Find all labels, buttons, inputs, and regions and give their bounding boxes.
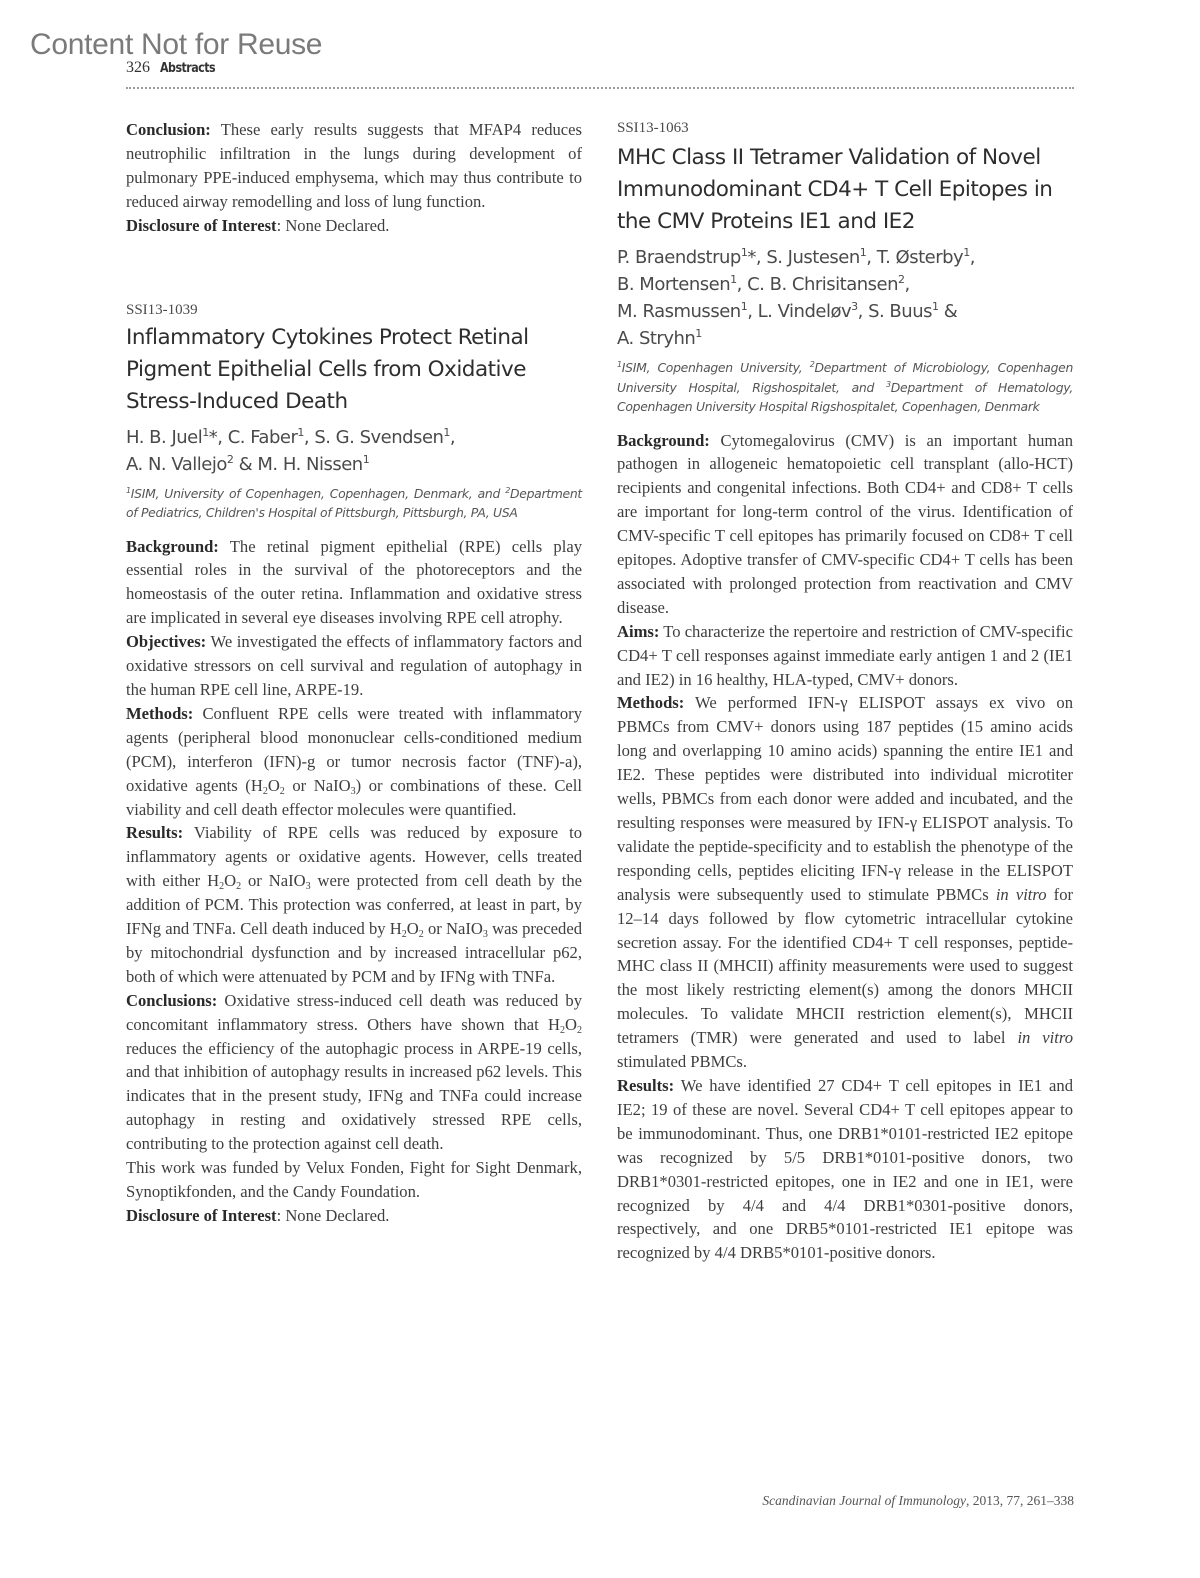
chem-symbol: O xyxy=(267,775,280,795)
subscript: 3 xyxy=(482,929,488,941)
author-list xyxy=(126,424,582,478)
methods-label: Methods: xyxy=(126,703,194,723)
author: H. B. Juel$^1$*, xyxy=(126,425,228,448)
subscript: 2 xyxy=(560,1024,566,1036)
funding-text: This work was funded by Velux Fonden, Fight for Sight Denmark, Synoptikfonden, and the Candy Foundation. xyxy=(126,1158,582,1201)
subscript: 3 xyxy=(350,785,356,797)
methods-text: We performed IFN-γ ELISPOT assays ex vivo on PBMCs from CMV+ donors using 187 peptides (15 amino acids long and overlapping 10 amino acids) spanning the entire IE1 and IE2. These peptides were distributed into individual microtiter wells, PBMCs from each donor were added and incubated, and the resulting responses were measured by IFN-γ ELISPOT analysis. To validate the peptide-specificity and to establish the phenotype of the responding cells, peptides eliciting IFN-γ release in the ELISPOT analysis were subsequently used to stimulate PBMCs xyxy=(617,693,1073,904)
methods-text: stimulated PBMCs. xyxy=(617,1052,748,1072)
affiliation-text: Department of Microbiology, Copenhagen University Hospital, Rigshospitalet, and xyxy=(617,360,1074,395)
author: A. Stryhn$^1$ xyxy=(617,327,702,349)
affiliation-text: Department of Pediatrics, Children's Hospital of Pittsburgh, Pittsburgh, PA, USA xyxy=(126,485,582,521)
methods-text: or NaIO xyxy=(284,775,351,795)
author: P. Braendstrup$^1$*, xyxy=(617,246,767,268)
author: S. Buus$^1$ & xyxy=(868,300,958,322)
citation: , 2013, 77, 261–338 xyxy=(966,1493,1074,1508)
left-column xyxy=(126,118,582,1228)
disclosure-label: Disclosure of Interest xyxy=(126,215,277,235)
affiliation-marker: 2 xyxy=(809,359,815,369)
background-label: Background: xyxy=(126,536,219,556)
disclosure-text: : None Declared. xyxy=(276,215,390,235)
methods-text: for 12–14 days followed by flow cytometric intracellular cytokine secretion assay. For the identified CD4+ T cell responses, peptide-MHC class II (MHCII) affinity measurements were used to suggest the most likely restricting element(s) among the donors MHCII molecules. To validate MHCII restriction element(s), MHCII tetramers (TMR) were generated and used to label xyxy=(617,884,1074,1048)
abstract-ssi13-1039 xyxy=(126,300,582,1228)
results-text: were protected from cell death by the addition of PCM. This protection was conferred, at least in part, by IFNg and TNFa. Cell death induced by H xyxy=(126,871,582,939)
abstract-title: Inflammatory Cytokines Protect Retinal Pigment Epithelial Cells from Oxidative Stress-Induced Death xyxy=(126,324,529,414)
methods-text: ) or combinations of these. Cell viability and cell death effector molecules were quantified. xyxy=(126,775,582,819)
results-label: Results: xyxy=(617,1075,675,1095)
methods-italic: in vitro xyxy=(995,884,1047,904)
author: T. Østerby$^1$, xyxy=(876,246,975,268)
affiliation-marker: 1 xyxy=(617,359,622,369)
objectives-label: Objectives: xyxy=(126,632,207,652)
aims-label: Aims: xyxy=(617,621,660,641)
results-text: was preceded by mitochondrial dysfunction and by increased intracellular p62, both of which were attenuated by PCM and by IFNg with TNFa. xyxy=(126,919,582,986)
journal-name: Scandinavian Journal of Immunology xyxy=(762,1493,966,1508)
previous-abstract-conclusion xyxy=(126,118,582,238)
author: S. G. Svendsen$^1$, xyxy=(314,425,456,448)
results-label: Results: xyxy=(126,823,184,843)
watermark: Content Not for Reuse xyxy=(30,28,323,61)
conclusions-label: Conclusions: xyxy=(126,990,218,1010)
subscript: 2 xyxy=(577,1024,582,1036)
methods-italic: in vitro xyxy=(1017,1028,1073,1048)
results-text: or NaIO xyxy=(423,919,483,939)
chem-symbol: O xyxy=(224,871,237,891)
abstract-title: MHC Class II Tetramer Validation of Novel Immunodominant CD4+ T Cell Epitopes in the CMV Proteins IE1 and IE2 xyxy=(617,145,1053,234)
methods-text: Confluent RPE cells were treated with inflammatory agents (peripheral blood mononuclear cells-conditioned medium (PCM), interferon (IFN)-g or tumor necrosis factor (TNF)-a), oxidative agents (H xyxy=(126,703,582,795)
disclosure-label: Disclosure of Interest xyxy=(126,1205,277,1225)
affiliation-marker: 1 xyxy=(126,485,131,495)
abstract-body xyxy=(126,535,582,1228)
affiliation-text: ISIM, Copenhagen University, xyxy=(621,360,810,375)
running-head xyxy=(126,60,225,76)
subscript: 2 xyxy=(418,929,424,941)
header-divider xyxy=(126,87,1074,89)
subscript: 2 xyxy=(401,929,407,941)
conclusion-label: Conclusion: xyxy=(126,120,211,139)
right-column xyxy=(617,118,1073,1265)
author-list xyxy=(617,244,1073,352)
disclosure-text: : None Declared. xyxy=(276,1205,390,1225)
section-name: Abstracts xyxy=(159,61,215,76)
abstract-body xyxy=(617,429,1073,1266)
conclusions-text: reduces the efficiency of the autophagic process in ARPE-19 cells, and that inhibition of autophagy results in increased p62 levels. This indicates that in the present study, IFNg and TNFa could increase autophagy in resting and oxidatively stressed RPE cells, contributing to the protection against cell death. xyxy=(126,1038,582,1154)
chem-symbol: O xyxy=(565,1014,577,1034)
background-label: Background: xyxy=(617,430,710,450)
chem-symbol: O xyxy=(406,919,419,939)
conclusions-text: Oxidative stress-induced cell death was reduced by concomitant inflammatory stress. Others have shown that H xyxy=(126,990,582,1034)
author: S. Justesen$^1$, xyxy=(766,246,877,268)
abstract-ssi13-1063 xyxy=(617,118,1073,1265)
subscript: 2 xyxy=(262,785,268,797)
affiliations xyxy=(617,358,1073,417)
aims-text: To characterize the repertoire and restriction of CMV-specific CD4+ T cell responses against immediate early antigen 1 and 2 (IE1 and IE2) in 16 healthy, HLA-typed, CMV+ donors. xyxy=(617,621,1073,689)
abstract-id: SSI13-1063 xyxy=(617,120,689,136)
author: C. B. Chrisitansen$^2$, xyxy=(747,273,910,295)
affiliations xyxy=(126,484,582,523)
affiliation-marker: 2 xyxy=(505,485,511,495)
page-footer xyxy=(762,1493,1074,1509)
results-text: We have identified 27 CD4+ T cell epitopes in IE1 and IE2; 19 of these are novel. Several CD4+ T cell epitopes appear to be immunodominant. Thus, one DRB1*0101-restricted IE2 epitope was recognized by 5/5 DRB1*0101-positive donors, two DRB1*0301-restricted epitopes, one in IE2 and one in IE1, were recognized by 4/4 and 4/4 DRB1*0301-positive donors, respectively, and one DRB5*0101-restricted IE1 epitope was recognized by 4/4 DRB5*0101-positive donors. xyxy=(617,1075,1073,1263)
author: L. Vindeløv$^3$, xyxy=(757,300,869,322)
background-text: The retinal pigment epithelial (RPE) cells play essential roles in the survival of the photoreceptors and the homeostasis of the outer retina. Inflammation and oxidative stress are implicated in several eye diseases involving RPE cell atrophy. xyxy=(126,536,582,628)
abstract-id: SSI13-1039 xyxy=(126,301,198,318)
subscript: 2 xyxy=(219,881,225,893)
affiliation-marker: 3 xyxy=(885,379,891,389)
conclusion-text: These early results suggests that MFAP4 reduces neutrophilic infiltration in the lungs during development of pulmonary PPE-induced emphysema, which may thus contribute to reduced airway remodelling and loss of lung function. xyxy=(126,120,582,211)
results-text: Viability of RPE cells was reduced by exposure to inflammatory agents or oxidative agents. However, cells treated with either H xyxy=(126,823,582,891)
background-text: Cytomegalovirus (CMV) is an important human pathogen in allogeneic hematopoietic cell transplant (allo-HCT) recipients and congenital infections. Both CD4+ and CD8+ T cells are important for long-term control of the virus. Identification of CMV-specific T cell epitopes has primarily focused on CD8+ T cell epitopes. Adoptive transfer of CMV-specific CD4+ T cells has been associated with prolonged protection from reactivation and CMV disease. xyxy=(617,430,1073,617)
results-text: or NaIO xyxy=(241,871,306,891)
objectives-text: We investigated the effects of inflammatory factors and oxidative stressors on cell survival and regulation of autophagy in the human RPE cell line, ARPE-19. xyxy=(126,632,582,699)
author: A. N. Vallejo$^2$ & xyxy=(126,452,258,475)
author: M. H. Nissen$^1$ xyxy=(257,452,370,475)
subscript: 2 xyxy=(236,881,242,893)
methods-label: Methods: xyxy=(617,693,685,713)
page-number: 326 xyxy=(126,59,150,76)
author: C. Faber$^1$, xyxy=(227,425,315,448)
author: B. Mortensen$^1$, xyxy=(617,273,748,295)
subscript: 3 xyxy=(305,881,311,893)
affiliation-text: ISIM, University of Copenhagen, Copenhagen, Denmark, and xyxy=(130,485,506,501)
affiliation-text: Department of Hematology, Copenhagen University Hospital Rigshospitalet, Copenhagen, Denmark xyxy=(617,379,1073,414)
subscript: 2 xyxy=(279,785,285,797)
author: M. Rasmussen$^1$, xyxy=(617,300,758,322)
